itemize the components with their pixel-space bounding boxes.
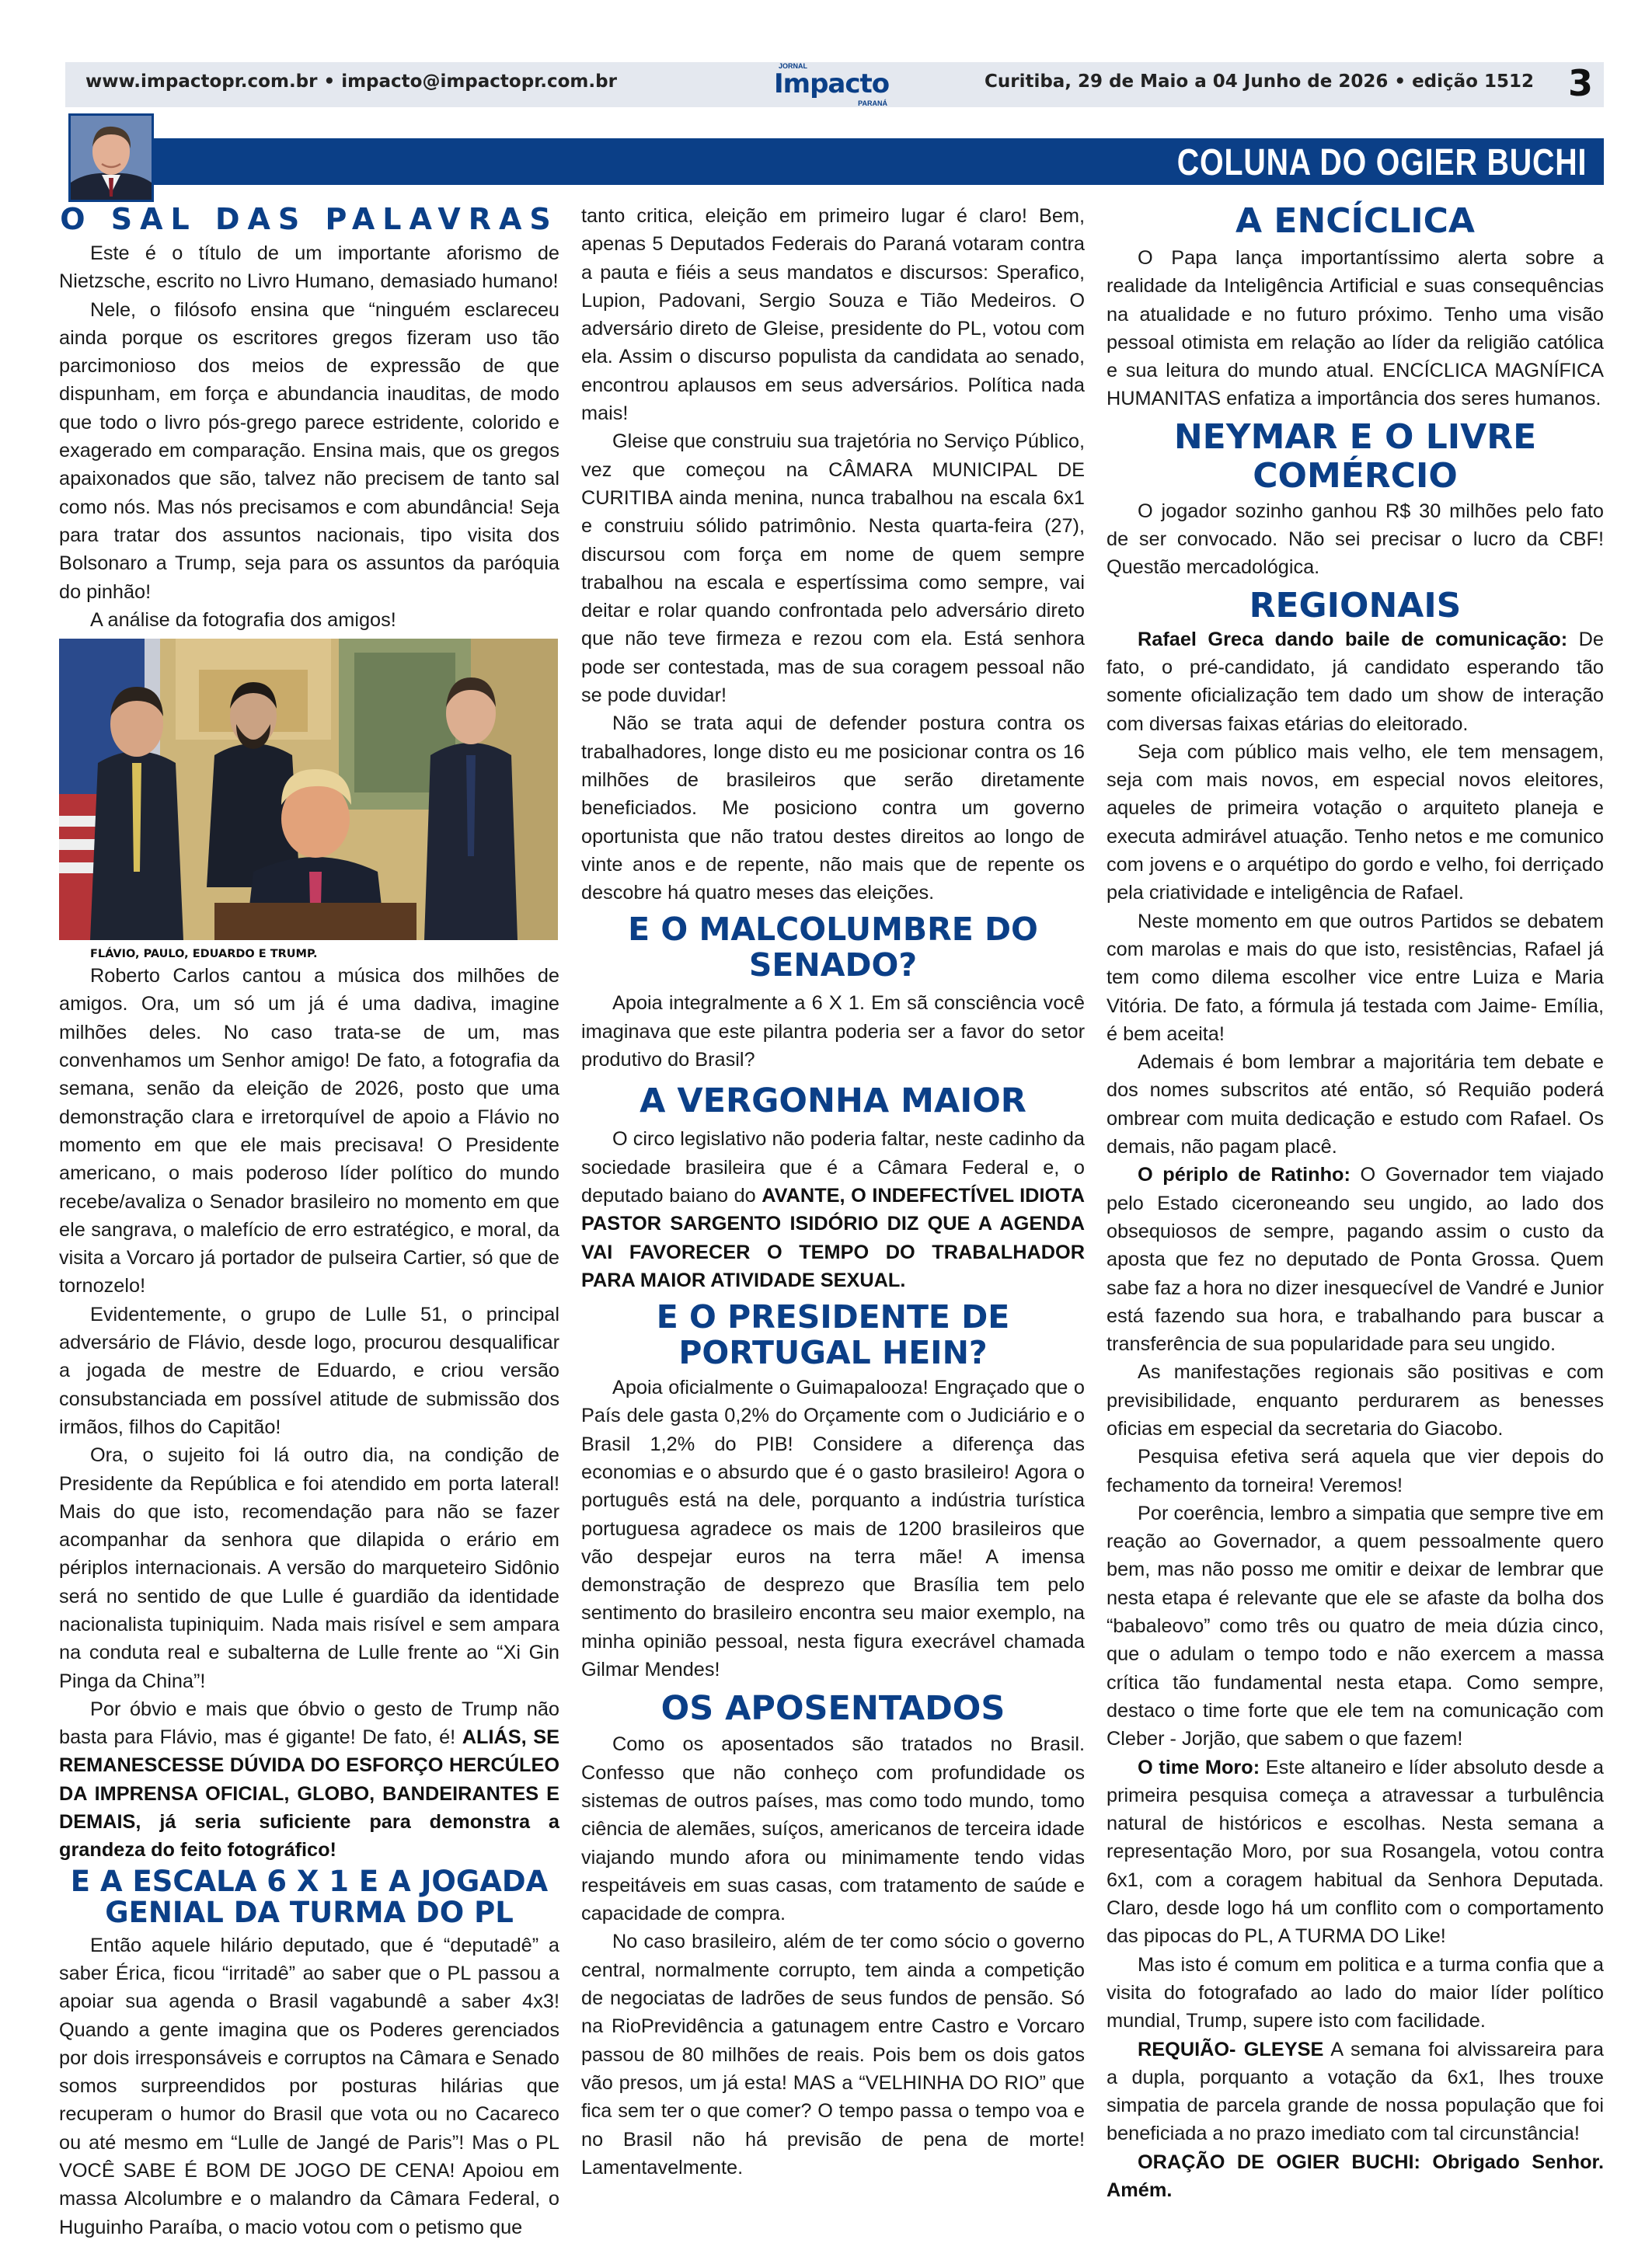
impacto-logo [774,62,890,107]
column-title: COLUNA DO OGIER BUCHI [1176,142,1587,183]
headline-neymar: NEYMAR E O LIVRE COMÉRCIO [1173,416,1537,496]
photo-flavio-paulo-eduardo-trump [59,639,558,940]
edition-info: Curitiba, 29 de Maio a 04 Junho de 2026 • edição 1512 [984,71,1534,92]
bold-run: ALIÁS, SE REMANESCESSE DÚVIDA DO ESFORÇO HERCÚLEO DA IMPRENSA OFICIAL, GLOBO, BANDEIRANTES E DEMAIS, [59,1726,559,1834]
paragraph [59,1695,559,1865]
column-1 [59,202,559,2241]
paragraph: Ora, o sujeito foi lá outro dia, na condição de Presidente da República e foi atendido em porta lateral! Mais do que isto, recomendação para não se fazer acompanhar da senhora que dilapida o erário em périplos internacionais. A versão do marqueteiro Sidônio será no sentido de que Lulle é guardião da identidade nacionalista tupiniquim. Nada mais risível e sem ampara na conduta real e subalterna de Lulle frente ao “Xi Gin Pinga da China”! [59,1444,559,1692]
text-run: Este altaneiro e líder absoluto desde a primeira pesquisa começa a atravessar a turbulência natural de históricos e escolhas. Nesta semana a representação Moro, por sua Rosangela, votou contra 6x1, com a coragem habitual da Senhora Deputada. Claro, desde logo há um conflito com o comportamento das pipocas do PL, A TURMA DO Like! [1107,1756,1604,1948]
text-run: A semana foi alvissareira para a dupla, porquanto a votação da 6x1, lhes trouxe simpatia de parcela grande de nossa população que foi beneficiada a no prazo imediato com tal circunstância! [1107,2038,1605,2145]
headline-sal-das-palavras: O SAL DAS PALAVRAS [60,202,559,236]
paragraph: Ademais é bom lembrar a majoritária tem debate e dos nomes subscritos até então, só Requião poderá ombrear com muita dedicação e estudo com Rafael. Os demais, não pagam placê. [1107,1051,1604,1158]
paragraph: As manifestações regionais são positivas e com previsibilidade, enquanto perdurarem as benesses oficias em especial da secretaria do Giacobo. [1107,1361,1604,1440]
paragraph: A análise da fotografia dos amigos! [90,608,396,631]
paragraph: Pesquisa efetiva será aquela que vier depois do fechamento da torneira! Veremos! [1107,1446,1604,1496]
headline-regionais: REGIONAIS [1249,585,1462,625]
paragraph [581,1125,1085,1294]
bold-run: O périplo de Ratinho: [1138,1164,1351,1186]
text-run: Por óbvio e mais que óbvio o gesto de Trump não basta para Flávio, mas é gigante! De fato, é! [59,1698,559,1749]
logo-small-top: JORNAL [779,62,808,70]
headline-aposentados: OS APOSENTADOS [660,1689,1005,1729]
paragraph: O jogador sozinho ganhou R$ 30 milhões pelo fato de ser convocado. Não sei precisar o lucro da CBF! Questão mercadológica. [1107,500,1604,579]
bold-run: ORAÇÃO DE OGIER BUCHI: Obrigado Senhor. Amém. [1107,2151,1604,2201]
column-banner [148,138,1604,185]
headline-malcolumbre: E O MALCOLUMBRE DO SENADO? [628,911,1038,984]
author-portrait [68,113,154,202]
photo-caption: FLÁVIO, PAULO, EDUARDO E TRUMP. [90,948,318,961]
logo-word: Impacto [774,68,890,99]
site-info: www.impactopr.com.br • impacto@impactopr.com.br [85,71,617,92]
headline-escala-6x1: E A ESCALA 6 X 1 E A JOGADA GENIAL DA TURMA DO PL [70,1864,549,1929]
headline-enciclica: A ENCÍCLICA [1236,201,1475,241]
author-portrait-image [71,116,152,200]
paragraph: Mas isto é comum em politica e a turma confia que a visita do fotografado ao lado do maior líder político mundial, Trump, supere isto com facilidade. [1107,1953,1604,2032]
paragraph: Como os aposentados são tratados no Brasil. Confesso que não conheço com profundidade os sistemas de outros países, mas como todo mundo, tomo ciência de alemães, suíços, americanos de terceira idade viajando mundo afora ou minimamente tendo vidas respeitáveis em suas casas, com tratamento de saúde e capacidade de compra. [581,1733,1085,1925]
bold-run: já seria suficiente para demonstra a grandeza do feito fotográfico! [59,1811,559,1862]
bold-run: O time Moro: [1138,1756,1260,1778]
column-3 [1107,202,1604,2204]
paragraph: O Papa lança importantíssimo alerta sobre a realidade da Inteligência Artificial e suas consequências na atualidade e no futuro próximo. Tenho uma visão pessoal otimista em relação ao líder da religião católica e sua leitura do mundo atual. ENCÍCLICA MAGNÍFICA HUMANITAS enfatiza a importância dos seres humanos. [1107,247,1604,410]
logo-small-bottom: PARANÁ [858,99,887,107]
paragraph: Por coerência, lembro a simpatia que sempre tive em reação ao Governador, a quem pessoalmente quero bem, mas não posso me omitir e deixar de lembrar que nesta etapa é relevante que ele se afaste da bolha dos “babaleovo” como três ou quatro de meia dúzia cinco, que o adulam o tempo todo e não exercem a massa crítica tão fundamental nesta etapa. Como sempre, destaco o time forte que ele tem na comunicação com Cleber - Jorjão, que sabem o que fazem! [1107,1502,1604,1750]
paragraph: Roberto Carlos cantou a música dos milhões de amigos. Ora, um só um já é uma dadiva, imagine milhões deles. No caso trata-se de um, mas convenhamos um Senhor amigo! De fato, a fotografia da semana, senão da eleição de 2026, posto que uma demonstração clara e irretorquível de apoio a Flávio no momento em que ele mais precisava! O Presidente americano, o mais poderoso líder político do mundo recebe/avaliza o Senador brasileiro no momento em que ele sangrava, o malefício de erro estratégico, e moral, da visita a Vorcaro já portador de pulseira Cartier, só que de tornozelo! [59,965,559,1297]
headline-presidente-portugal: E O PRESIDENTE DE PORTUGAL HEIN? [656,1298,1010,1372]
paragraph: No caso brasileiro, além de ter como sócio o governo central, normalmente corrupto, tem ainda a competição de negociatas de ladrões de seus fundos de pensão. Só na RioPrevidência a gatunagem entre Castro e Vorcaro passou de 80 milhões de reais. Pois bem os dois gatos vão presos, um já esta! MAS a “VELHINHA DO RIO” que fica sem ter o que comer? O tempo passa o tempo voa e no Brasil não há previsão de pena de morte! Lamentavelmente. [581,1931,1085,2179]
paragraph: Seja com público mais velho, ele tem mensagem, seja com mais novos, em especial novos eleitores, aqueles de primeira votação o arquiteto planeja e executa admirável atuação. Tenho netos e me comunico com jovens e o arquétipo do gordo e velho, foi derriçado pela criatividade e inteligência de Rafael. [1107,740,1604,904]
bold-run: REQUIÃO- GLEYSE [1138,2038,1324,2060]
paragraph [1107,2036,1604,2148]
paragraph: Nele, o filósofo ensina que “ninguém esclareceu ainda porque os escritores gregos fizeram uso tão parcimonioso dos meios de expressão de que dispunham, em força e abundancia inauditas, de modo que todo o livro pós-grego parece estridente, colorido e exagerado em comparação. Ensina mais, que os gregos apaixonados que são, talvez não precisem de tanto sal como nós. Mas nós precisamos e com abundância! Seja para tratar dos assuntos nacionais, tipo visita dos Bolsonaro a Trump, seja para os assuntos da paróquia do pinhão! [59,298,559,603]
paragraph: Então aquele hilário deputado, que é “deputadê” a saber Érica, ficou “irritadê” ao saber que o PL passou a apoiar sua agenda o Brasil vagabundê a saber 4x3! Quando a gente imagina que os Poderes gerenciados por dois irresponsáveis e corruptos na Câmara e Senado somos surpreendidos por posturas hilárias que recuperam o humor do Brasil que vota ou no Cacareco ou até mesmo em “Lulle de Jangé de Paris”! Mas o PL VOCÊ SABE É BOM DE JOGO DE CENA! Apoiou em massa Alcolumbre e o malandro da Câmara Federal, o Huguinho Paraíba, o macio votou com o petismo que [59,1934,559,2238]
page-number: 3 [1567,62,1593,104]
bold-run: Rafael Greca dando baile de comunicação: [1138,628,1568,650]
text-run: O circo legislativo não poderia faltar, neste cadinho da sociedade brasileira que é a Câmara Federal e, o deputado baiano do [581,1128,1085,1207]
paragraph: Apoia oficialmente o Guimapalooza! Engraçado que o País dele gasta 0,2% do Orçamente com o Judiciário e o Brasil 1,2% do PIB! Considere a diferença das economias e o absurdo que é o gasto brasileiro! Agora o português está na dele, porquanto a indústria turística portuguesa agradece os mais de 1200 brasileiros que vão despejar euros na terra mãe! A imensa demonstração de desprezo que Brasília tem pelo sentimento do brasileiro encontra seu maior exemplo, na minha opinião pessoal, nesta figura execrável chamada Gilmar Mendes! [581,1377,1085,1681]
paragraph [1107,1754,1604,1951]
paragraph: Não se trata aqui de defender postura contra os trabalhadores, longe disto eu me posicionar contra os 16 milhões de brasileiros que serão diretamente beneficiados. Me posiciono contra um governo oportunista que não tratou destes direitos ao longo de vinte anos e de repente, não mais que de repente os descobre há quatro meses das eleições. [581,712,1085,904]
paragraph: tanto critica, eleição em primeiro lugar é claro! Bem, apenas 5 Deputados Federais do Paraná votaram contra a pauta e fiéis a seus mandatos e discursos: Sperafico, Lupion, Padovani, Sergio Souza e Tião Medeiros. O adversário direto de Gleise, presidente do PL, votou com ela. Assim o discurso populista da candidata ao senado, encontrou aplausos em seus adversários. Política nada mais! [581,205,1085,425]
paragraph: Apoia integralmente a 6 X 1. Em sã consciência você imaginava que este pilantra poderia ser a favor do setor produtivo do Brasil? [581,992,1085,1071]
text-run: O Governador tem viajado pelo Estado ciceroneando seu ungido, ao lado dos obsequiosos de sempre, pagando assim o custo da aposta que fez no deputado de Ponta Grossa. Quem sabe faz a hora no dizer inesquecível de Vandré e Junior está fazendo sua hora, e trabalhando para buscar a transferência de sua popularidade para seu ungido. [1107,1164,1604,1356]
photo-illustration [59,639,558,940]
paragraph [1107,1161,1604,1358]
paragraph [1107,2148,1604,2205]
column-2 [581,202,1085,2182]
paragraph: Este é o título de um importante aforismo de Nietzsche, escrito no Livro Humano, demasiado humano! [59,242,559,293]
paragraph: Evidentemente, o grupo de Lulle 51, o principal adversário de Flávio, desde logo, procurou desqualificar a jogada de mestre de Eduardo, e criou versão consubstanciada em possível atitude de submissão dos irmãos, filhos do Capitão! [59,1303,559,1438]
paragraph [1107,625,1604,738]
paragraph: Neste momento em que outros Partidos se debatem com marolas e mais do que isto, resistências, Rafael já tem como dilema escolher vice entre Luiza e Maria Vitória. De fato, a fórmula já testada com Jaime- Emília, é bem aceita! [1107,910,1604,1045]
paragraph: Gleise que construiu sua trajetória no Serviço Público, vez que começou na CÂMARA MUNICIPAL DE CURITIBA ainda menina, nunca trabalhou na escala 6x1 e construiu sólido patrimônio. Nesta quarta-feira (27), discursou com força em nome de quem sempre trabalhou na escala e espertíssima como sempre, vai deitar e rolar quando confrontada pelo adversário direto que não teve firmeza e rezou com ela. Está senhora pode ser contestada, mas de sua coragem pessoal não se pode duvidar! [581,430,1085,707]
text-run: De fato, o pré-candidato, já candidato esperando tão somente oficialização tem dado um show de interação com diversas faixas etárias do eleitorado. [1107,628,1604,735]
bold-run: AVANTE, O INDEFECTÍVEL IDIOTA PASTOR SARGENTO ISIDÓRIO DIZ QUE A AGENDA VAI FAVORECER O TEMPO DO TRABALHADOR PARA MAIOR ATIVIDADE SEXUAL. [581,1184,1085,1291]
headline-vergonha-maior: A VERGONHA MAIOR [640,1081,1026,1121]
